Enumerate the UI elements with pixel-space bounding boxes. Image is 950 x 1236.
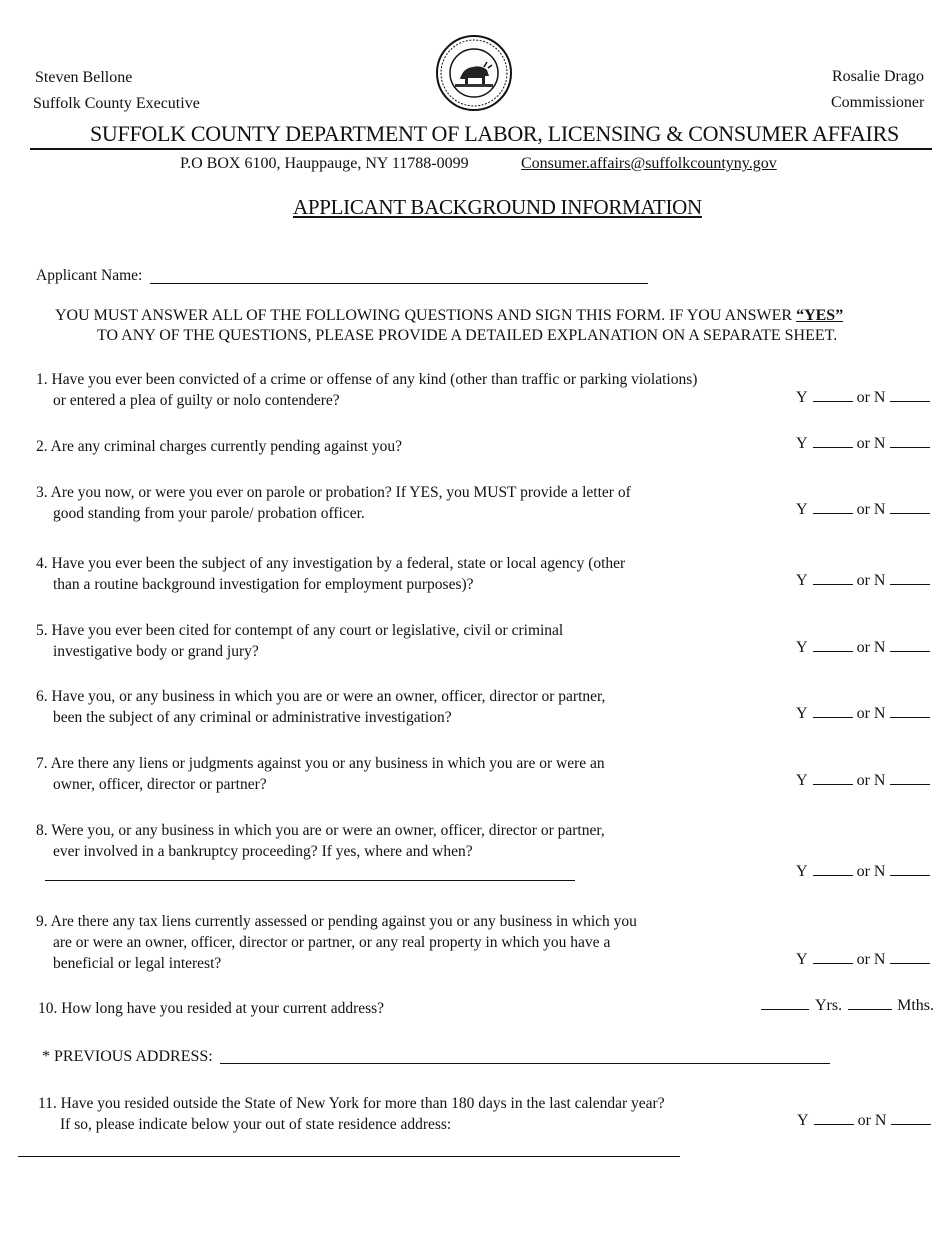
question-10: 10. How long have you resided at your current address? xyxy=(38,1000,385,1017)
commissioner-title: Commissioner xyxy=(831,94,925,111)
question-8-answer[interactable]: Y or N xyxy=(796,863,930,881)
header-divider xyxy=(30,148,932,150)
question-8-explanation-field[interactable] xyxy=(45,880,575,881)
question-9-answer[interactable]: Y or N xyxy=(796,951,930,969)
question-9: 9. Are there any tax liens currently assessed or pending against you or any business in which you are or were an owner, officer, director or partner, or any real property in which you have a beneficial or legal interest? xyxy=(36,913,637,972)
previous-address-label: * PREVIOUS ADDRESS: xyxy=(42,1048,213,1065)
question-5: 5. Have you ever been cited for contempt of any court or legislative, civil or criminal investigative body or grand jury? xyxy=(36,622,564,660)
question-7: 7. Are there any liens or judgments against you or any business in which you are or were an owner, officer, director or partner? xyxy=(36,755,605,793)
question-1: 1. Have you ever been convicted of a crime or offense of any kind (other than traffic or parking violations) or entered a plea of guilty or nolo contendere? xyxy=(36,371,698,409)
applicant-name-label: Applicant Name: xyxy=(36,267,143,284)
question-1-answer[interactable]: Y or N xyxy=(796,389,930,407)
previous-address-field[interactable] xyxy=(220,1063,830,1064)
question-2: 2. Are any criminal charges currently pending against you? xyxy=(36,438,402,455)
question-10-answer[interactable]: Yrs. Mths. xyxy=(761,997,934,1015)
executive-title: Suffolk County Executive xyxy=(33,95,200,112)
question-3: 3. Are you now, or were you ever on parole or probation? If YES, you MUST provide a letter of good standing from your parole/ probation officer. xyxy=(36,484,631,522)
question-11-answer[interactable]: Y or N xyxy=(797,1112,931,1130)
question-4-answer[interactable]: Y or N xyxy=(796,572,930,590)
department-name: SUFFOLK COUNTY DEPARTMENT OF LABOR, LICENSING & CONSUMER AFFAIRS xyxy=(90,121,899,146)
form-title: APPLICANT BACKGROUND INFORMATION xyxy=(293,195,702,219)
question-5-answer[interactable]: Y or N xyxy=(796,639,930,657)
instructions-line-2: TO ANY OF THE QUESTIONS, PLEASE PROVIDE A DETAILED EXPLANATION ON A SEPARATE SHEET. xyxy=(97,327,838,344)
department-email-link[interactable]: Consumer.affairs@suffolkcountyny.gov xyxy=(521,155,777,172)
instructions-line-1: YOU MUST ANSWER ALL OF THE FOLLOWING QUESTIONS AND SIGN THIS FORM. IF YOU ANSWER “YES” xyxy=(55,307,844,324)
question-7-answer[interactable]: Y or N xyxy=(796,772,930,790)
department-address: P.O BOX 6100, Hauppauge, NY 11788-0099 xyxy=(180,155,469,172)
question-2-answer[interactable]: Y or N xyxy=(796,435,930,453)
question-8: 8. Were you, or any business in which you are or were an owner, officer, director or partner, ever involved in a bankruptcy proceeding? If yes, where and when? xyxy=(36,822,605,860)
county-seal-icon xyxy=(435,34,513,112)
question-4: 4. Have you ever been the subject of any investigation by a federal, state or local agency (other than a routine background investigation for employment purposes)? xyxy=(36,555,626,593)
executive-name: Steven Bellone xyxy=(35,69,133,86)
question-6-answer[interactable]: Y or N xyxy=(796,705,930,723)
commissioner-name: Rosalie Drago xyxy=(832,68,924,85)
out-of-state-address-field[interactable] xyxy=(18,1156,680,1157)
question-3-answer[interactable]: Y or N xyxy=(796,501,930,519)
applicant-name-field[interactable] xyxy=(150,283,648,284)
question-6: 6. Have you, or any business in which you are or were an owner, officer, director or partner, been the subject of any criminal or administrative investigation? xyxy=(36,688,606,726)
question-11: 11. Have you resided outside the State of New York for more than 180 days in the last calendar year? If so, please indicate below your out of state residence address: xyxy=(38,1095,665,1133)
